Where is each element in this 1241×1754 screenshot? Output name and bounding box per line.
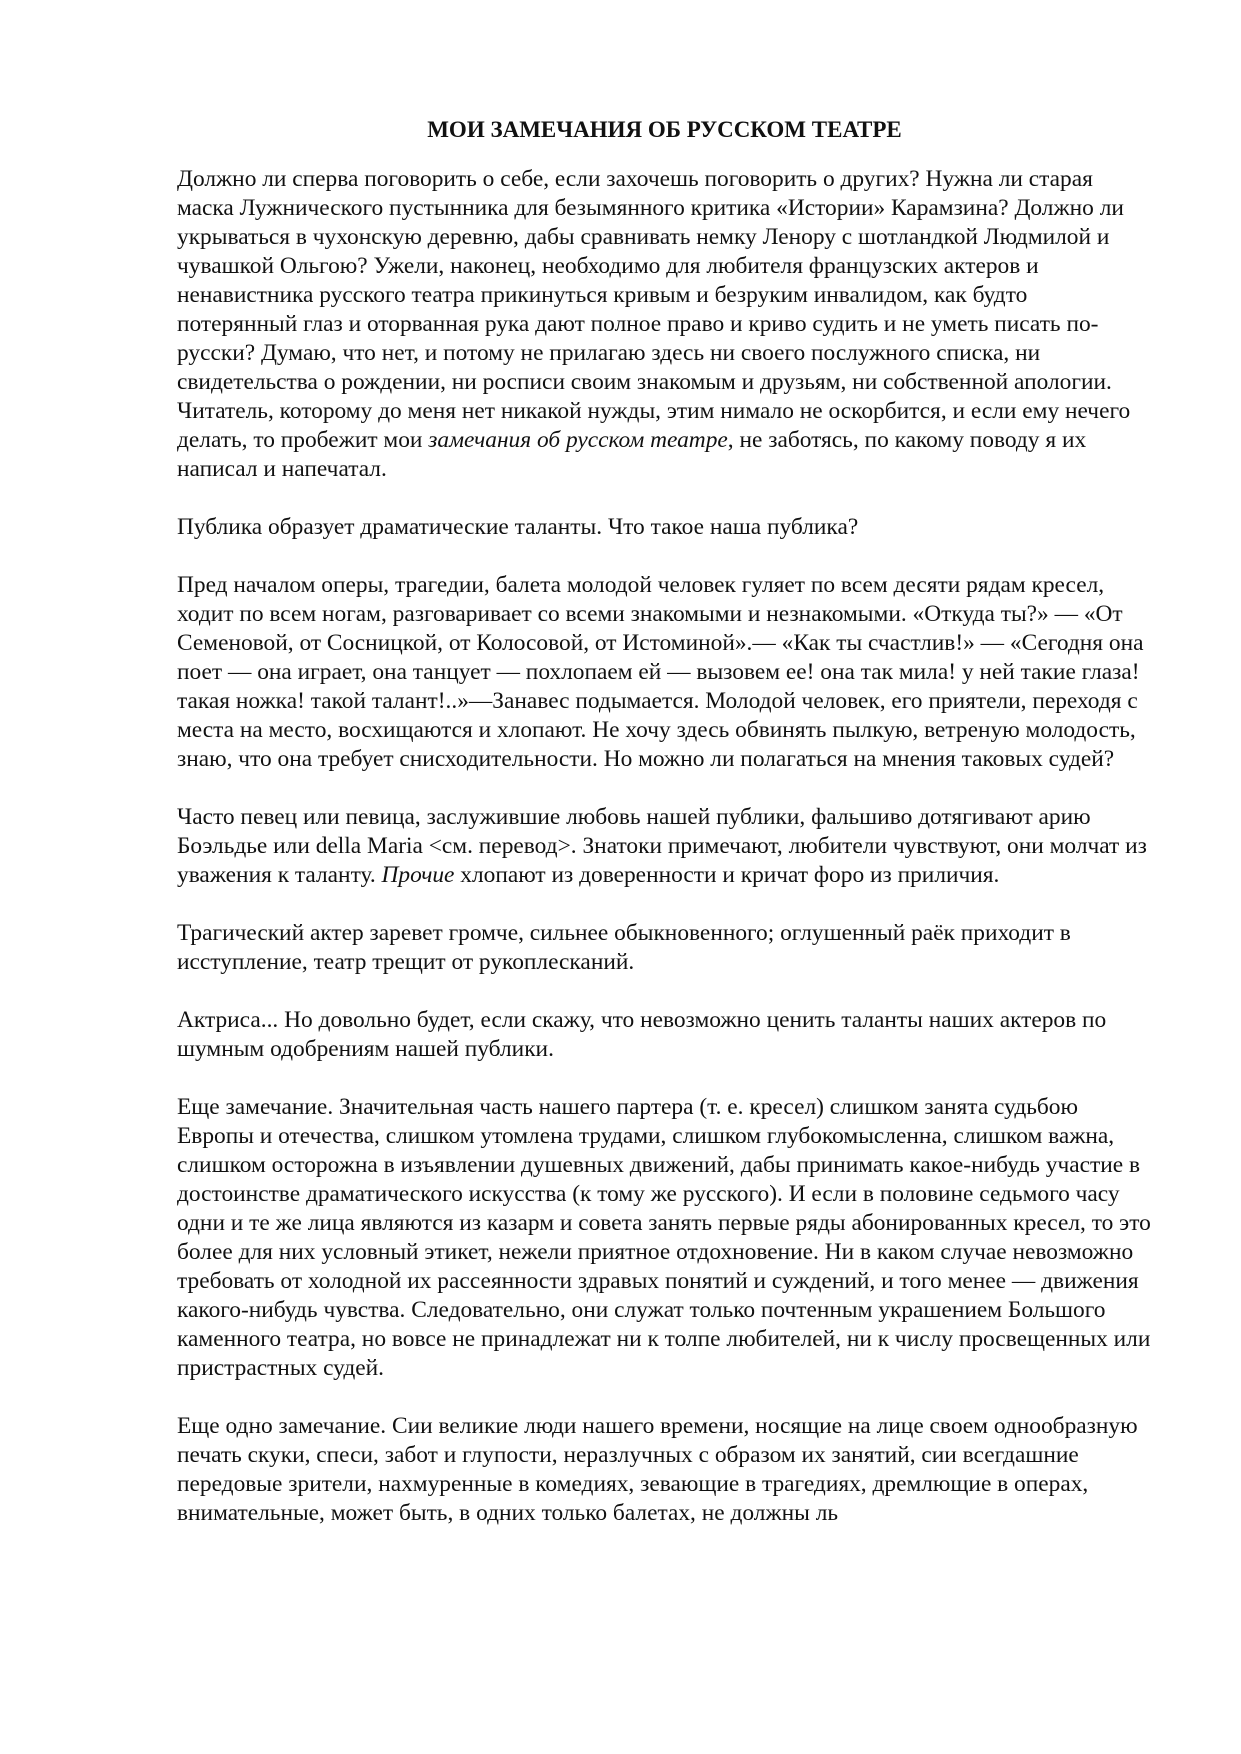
document-title: МОИ ЗАМЕЧАНИЯ ОБ РУССКОМ ТЕАТРЕ (427, 117, 902, 142)
paragraph-4-text-1: Часто певец или певица, заслужившие любовь нашей публики, фальшиво дотягивают арию Боэльдье или della Maria <см. перевод>. Знатоки примечают, любители чувствуют, они молчат из уважения к таланту. (177, 804, 1147, 888)
paragraph-1 (177, 165, 1152, 484)
paragraph-1-text-2: , не заботясь, по какому поводу я их написал и напечатал. (177, 427, 1087, 482)
paragraph-4 (177, 803, 1152, 890)
paragraph-4-italic: Прочие (381, 862, 455, 888)
document-body (177, 116, 1152, 1528)
paragraph-3: Пред началом оперы, трагедии, балета молодой человек гуляет по всем десяти рядам кресел, ходит по всем ногам, разговаривает со всеми знакомыми и незнакомыми. «Откуда ты?» — «От Семеновой, от Сосницкой, от Колосовой, от Истоминой».— «Как ты счастлив!» — «Сегодня она поет — она играет, она танцует — похлопаем ей — вызовем ее! она так мила! у ней такие глаза! такая ножка! такой талант!..»—Занавес подымается. Молодой человек, его приятели, переходя с места на место, восхищаются и хлопают. Не хочу здесь обвинять пылкую, ветреную молодость, знаю, что она требует снисходительности. Но можно ли полагаться на мнения таковых судей? (177, 572, 1144, 772)
paragraph-5: Трагический актер заревет громче, сильнее обыкновенного; оглушенный раёк приходит в исступление, театр трещит от рукоплесканий. (177, 920, 1071, 975)
paragraph-8: Еще одно замечание. Сии великие люди нашего времени, носящие на лице своем однообразную печать скуки, спеси, забот и глупости, неразлучных с образом их занятий, сии всегдашние передовые зрители, нахмуренные в комедиях, зевающие в трагедиях, дремлющие в операх, внимательные, может быть, в одних только балетах, не должны ль (177, 1413, 1138, 1526)
paragraph-2: Публика образует драматические таланты. Что такое наша публика? (177, 514, 859, 540)
paragraph-4-text-2: хлопают из доверенности и кричат форо из приличия. (454, 862, 1000, 888)
paragraph-7: Еще замечание. Значительная часть нашего партера (т. е. кресел) слишком занята судьбою Европы и отечества, слишком утомлена трудами, слишком глубокомысленна, слишком важна, слишком осторожна в изъявлении душевных движений, дабы принимать какое-нибудь участие в достоинстве драматического искусства (к тому же русского). И если в половине седьмого часу одни и те же лица являются из казарм и совета занять первые ряды абонированных кресел, то это более для них условный этикет, нежели приятное отдохновение. Ни в каком случае невозможно требовать от холодной их рассеянности здравых понятий и суждений, и того менее — движения какого-нибудь чувства. Следовательно, они служат только почтенным украшением Большого каменного театра, но вовсе не принадлежат ни к толпе любителей, ни к числу просвещенных или пристрастных судей. (177, 1094, 1151, 1381)
paragraph-6: Актриса... Но довольно будет, если скажу, что невозможно ценить таланты наших актеров по шумным одобрениям нашей публики. (177, 1007, 1107, 1062)
paragraph-1-text-1: Должно ли сперва поговорить о себе, если захочешь поговорить о других? Нужна ли старая маска Лужнического пустынника для безымянного критика «Истории» Карамзина? Должно ли укрываться в чухонскую деревню, дабы сравнивать немку Ленору с шотландкой Людмилой и чувашкой Ольгою? Ужели, наконец, необходимо для любителя французских актеров и ненавистника русского театра прикинуться кривым и безруким инвалидом, как будто потерянный глаз и оторванная рука дают полное право и криво судить и не уметь писать по-русски? Думаю, что нет, и потому не прилагаю здесь ни своего послужного списка, ни свидетельства о рождении, ни росписи своим знакомым и друзьям, ни собственной апологии. Читатель, которому до меня нет никакой нужды, этим нимало не оскорбится, и если ему нечего делать, то пробежит мои (177, 166, 1131, 453)
paragraph-1-italic: замечания об русском театре (428, 427, 728, 453)
